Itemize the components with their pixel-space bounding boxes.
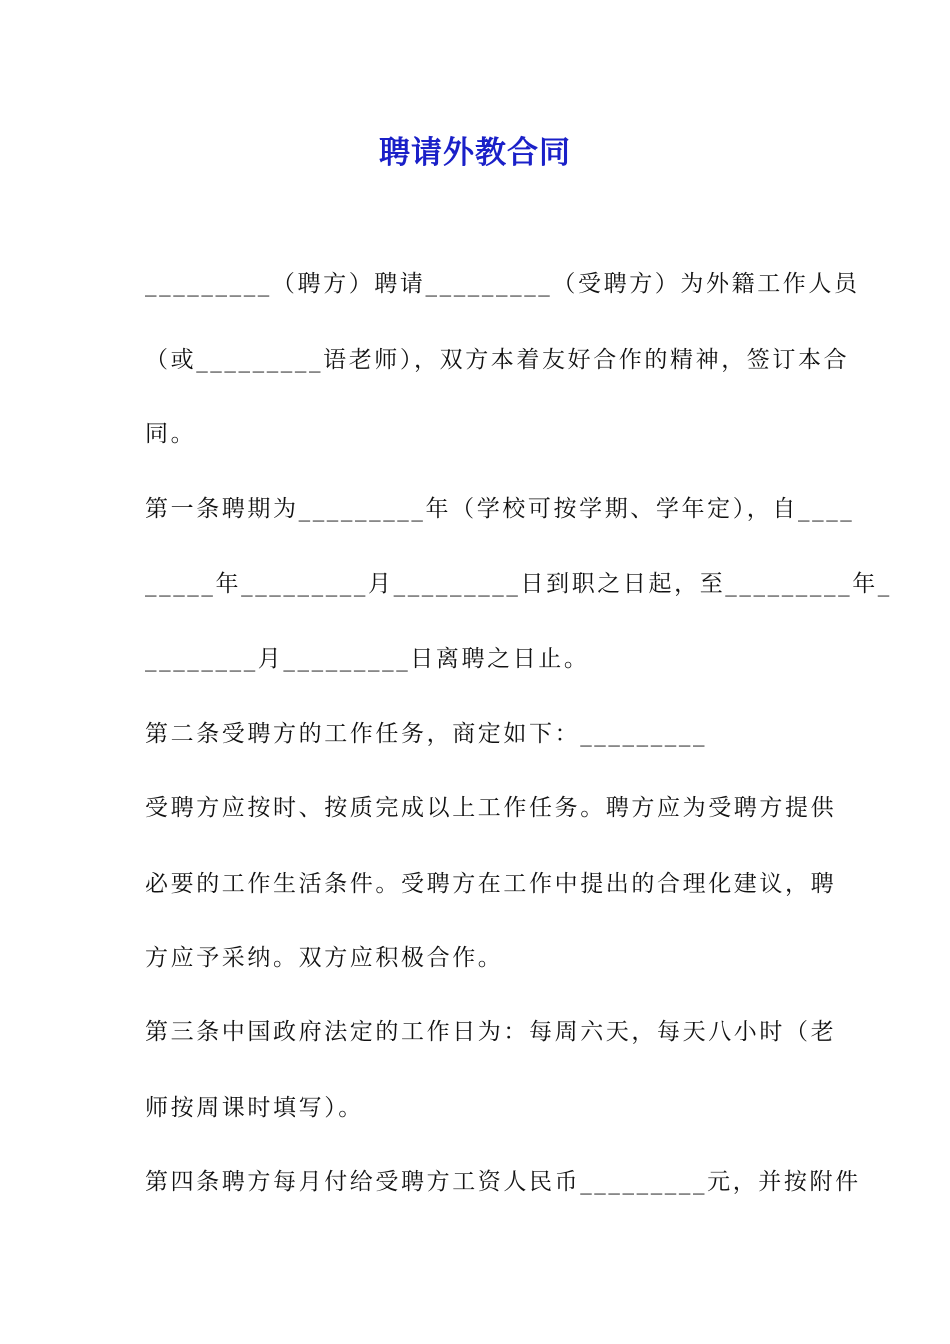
paragraph-line: 第三条中国政府法定的工作日为：每周六天，每天八小时（老 <box>145 1019 837 1045</box>
paragraph-line: 方应予采纳。双方应积极合作。 <box>145 945 504 971</box>
paragraph-line: （或_________语老师），双方本着友好合作的精神，签订本合 <box>145 347 850 373</box>
paragraph-line: 必要的工作生活条件。受聘方在工作中提出的合理化建议，聘 <box>145 871 837 897</box>
paragraph-line: 第四条聘方每月付给受聘方工资人民币_________元，并按附件 <box>145 1169 861 1195</box>
document-title: 聘请外教合同 <box>379 135 571 171</box>
paragraph-line: 师按周课时填写）。 <box>145 1095 364 1121</box>
paragraph-line: _________（聘方）聘请_________（受聘方）为外籍工作人员 <box>145 271 860 297</box>
paragraph-line: 第二条受聘方的工作任务，商定如下：_________ <box>145 721 708 747</box>
paragraph-line: ________月_________日离聘之日止。 <box>145 646 590 672</box>
paragraph-line: _____年_________月_________日到职之日起，至_________年_ <box>145 571 892 597</box>
paragraph-line: 同。 <box>145 421 197 447</box>
paragraph-line: 第一条聘期为_________年（学校可按学期、学年定），自____ <box>145 496 855 522</box>
paragraph-line: 受聘方应按时、按质完成以上工作任务。聘方应为受聘方提供 <box>145 795 837 821</box>
